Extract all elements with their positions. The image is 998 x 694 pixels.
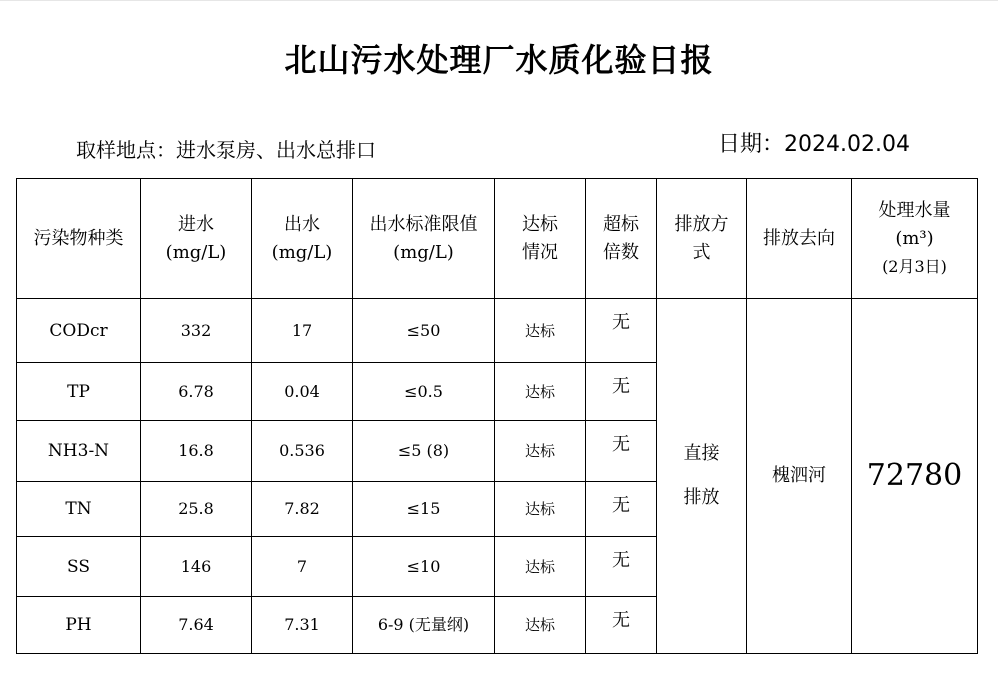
discharge-method: 直接 排放: [657, 299, 747, 654]
pollutant-name: CODcr: [17, 299, 141, 363]
report-title: 北山污水处理厂水质化验日报: [284, 41, 714, 79]
compliance-status: 达标: [495, 597, 586, 654]
limit-value: ≤0.5: [353, 363, 495, 421]
compliance-status: 达标: [495, 299, 586, 363]
effluent-value: 17: [252, 299, 353, 363]
header-volume: 处理水量 (m³) (2月3日): [852, 179, 978, 299]
limit-value: 6-9 (无量纲): [353, 597, 495, 654]
compliance-status: 达标: [495, 482, 586, 537]
effluent-value: 7.31: [252, 597, 353, 654]
pollutant-name: NH3-N: [17, 421, 141, 482]
effluent-value: 0.536: [252, 421, 353, 482]
pollutant-name: TN: [17, 482, 141, 537]
header-method: 排放方 式: [657, 179, 747, 299]
header-excess: 超标 倍数: [586, 179, 657, 299]
header-row: [17, 179, 978, 299]
header-influent: 进水 (mg/L): [141, 179, 252, 299]
header-destination: 排放去向: [747, 179, 852, 299]
excess-multiple: 无: [586, 299, 657, 363]
header-pollutant: 污染物种类: [17, 179, 141, 299]
top-border: [0, 0, 998, 1]
influent-value: 25.8: [141, 482, 252, 537]
pollutant-name: TP: [17, 363, 141, 421]
influent-value: 146: [141, 537, 252, 597]
excess-multiple: 无: [586, 597, 657, 654]
header-limit: 出水标准限值 (mg/L): [353, 179, 495, 299]
limit-value: ≤5 (8): [353, 421, 495, 482]
compliance-status: 达标: [495, 421, 586, 482]
effluent-value: 7.82: [252, 482, 353, 537]
table-row: [17, 299, 978, 363]
limit-value: ≤50: [353, 299, 495, 363]
excess-multiple: 无: [586, 482, 657, 537]
discharge-destination: 槐泗河: [747, 299, 852, 654]
pollutant-name: PH: [17, 597, 141, 654]
header-effluent: 出水 (mg/L): [252, 179, 353, 299]
compliance-status: 达标: [495, 537, 586, 597]
excess-multiple: 无: [586, 537, 657, 597]
influent-value: 6.78: [141, 363, 252, 421]
influent-value: 332: [141, 299, 252, 363]
limit-value: ≤15: [353, 482, 495, 537]
effluent-value: 0.04: [252, 363, 353, 421]
compliance-status: 达标: [495, 363, 586, 421]
header-compliance: 达标 情况: [495, 179, 586, 299]
excess-multiple: 无: [586, 363, 657, 421]
report-date: 日期：2024.02.04: [718, 132, 910, 157]
influent-value: 16.8: [141, 421, 252, 482]
water-quality-table: [16, 178, 978, 654]
influent-value: 7.64: [141, 597, 252, 654]
sampling-location: 取样地点：进水泵房、出水总排口: [76, 138, 376, 162]
excess-multiple: 无: [586, 421, 657, 482]
treated-volume: 72780: [852, 299, 978, 654]
pollutant-name: SS: [17, 537, 141, 597]
limit-value: ≤10: [353, 537, 495, 597]
effluent-value: 7: [252, 537, 353, 597]
